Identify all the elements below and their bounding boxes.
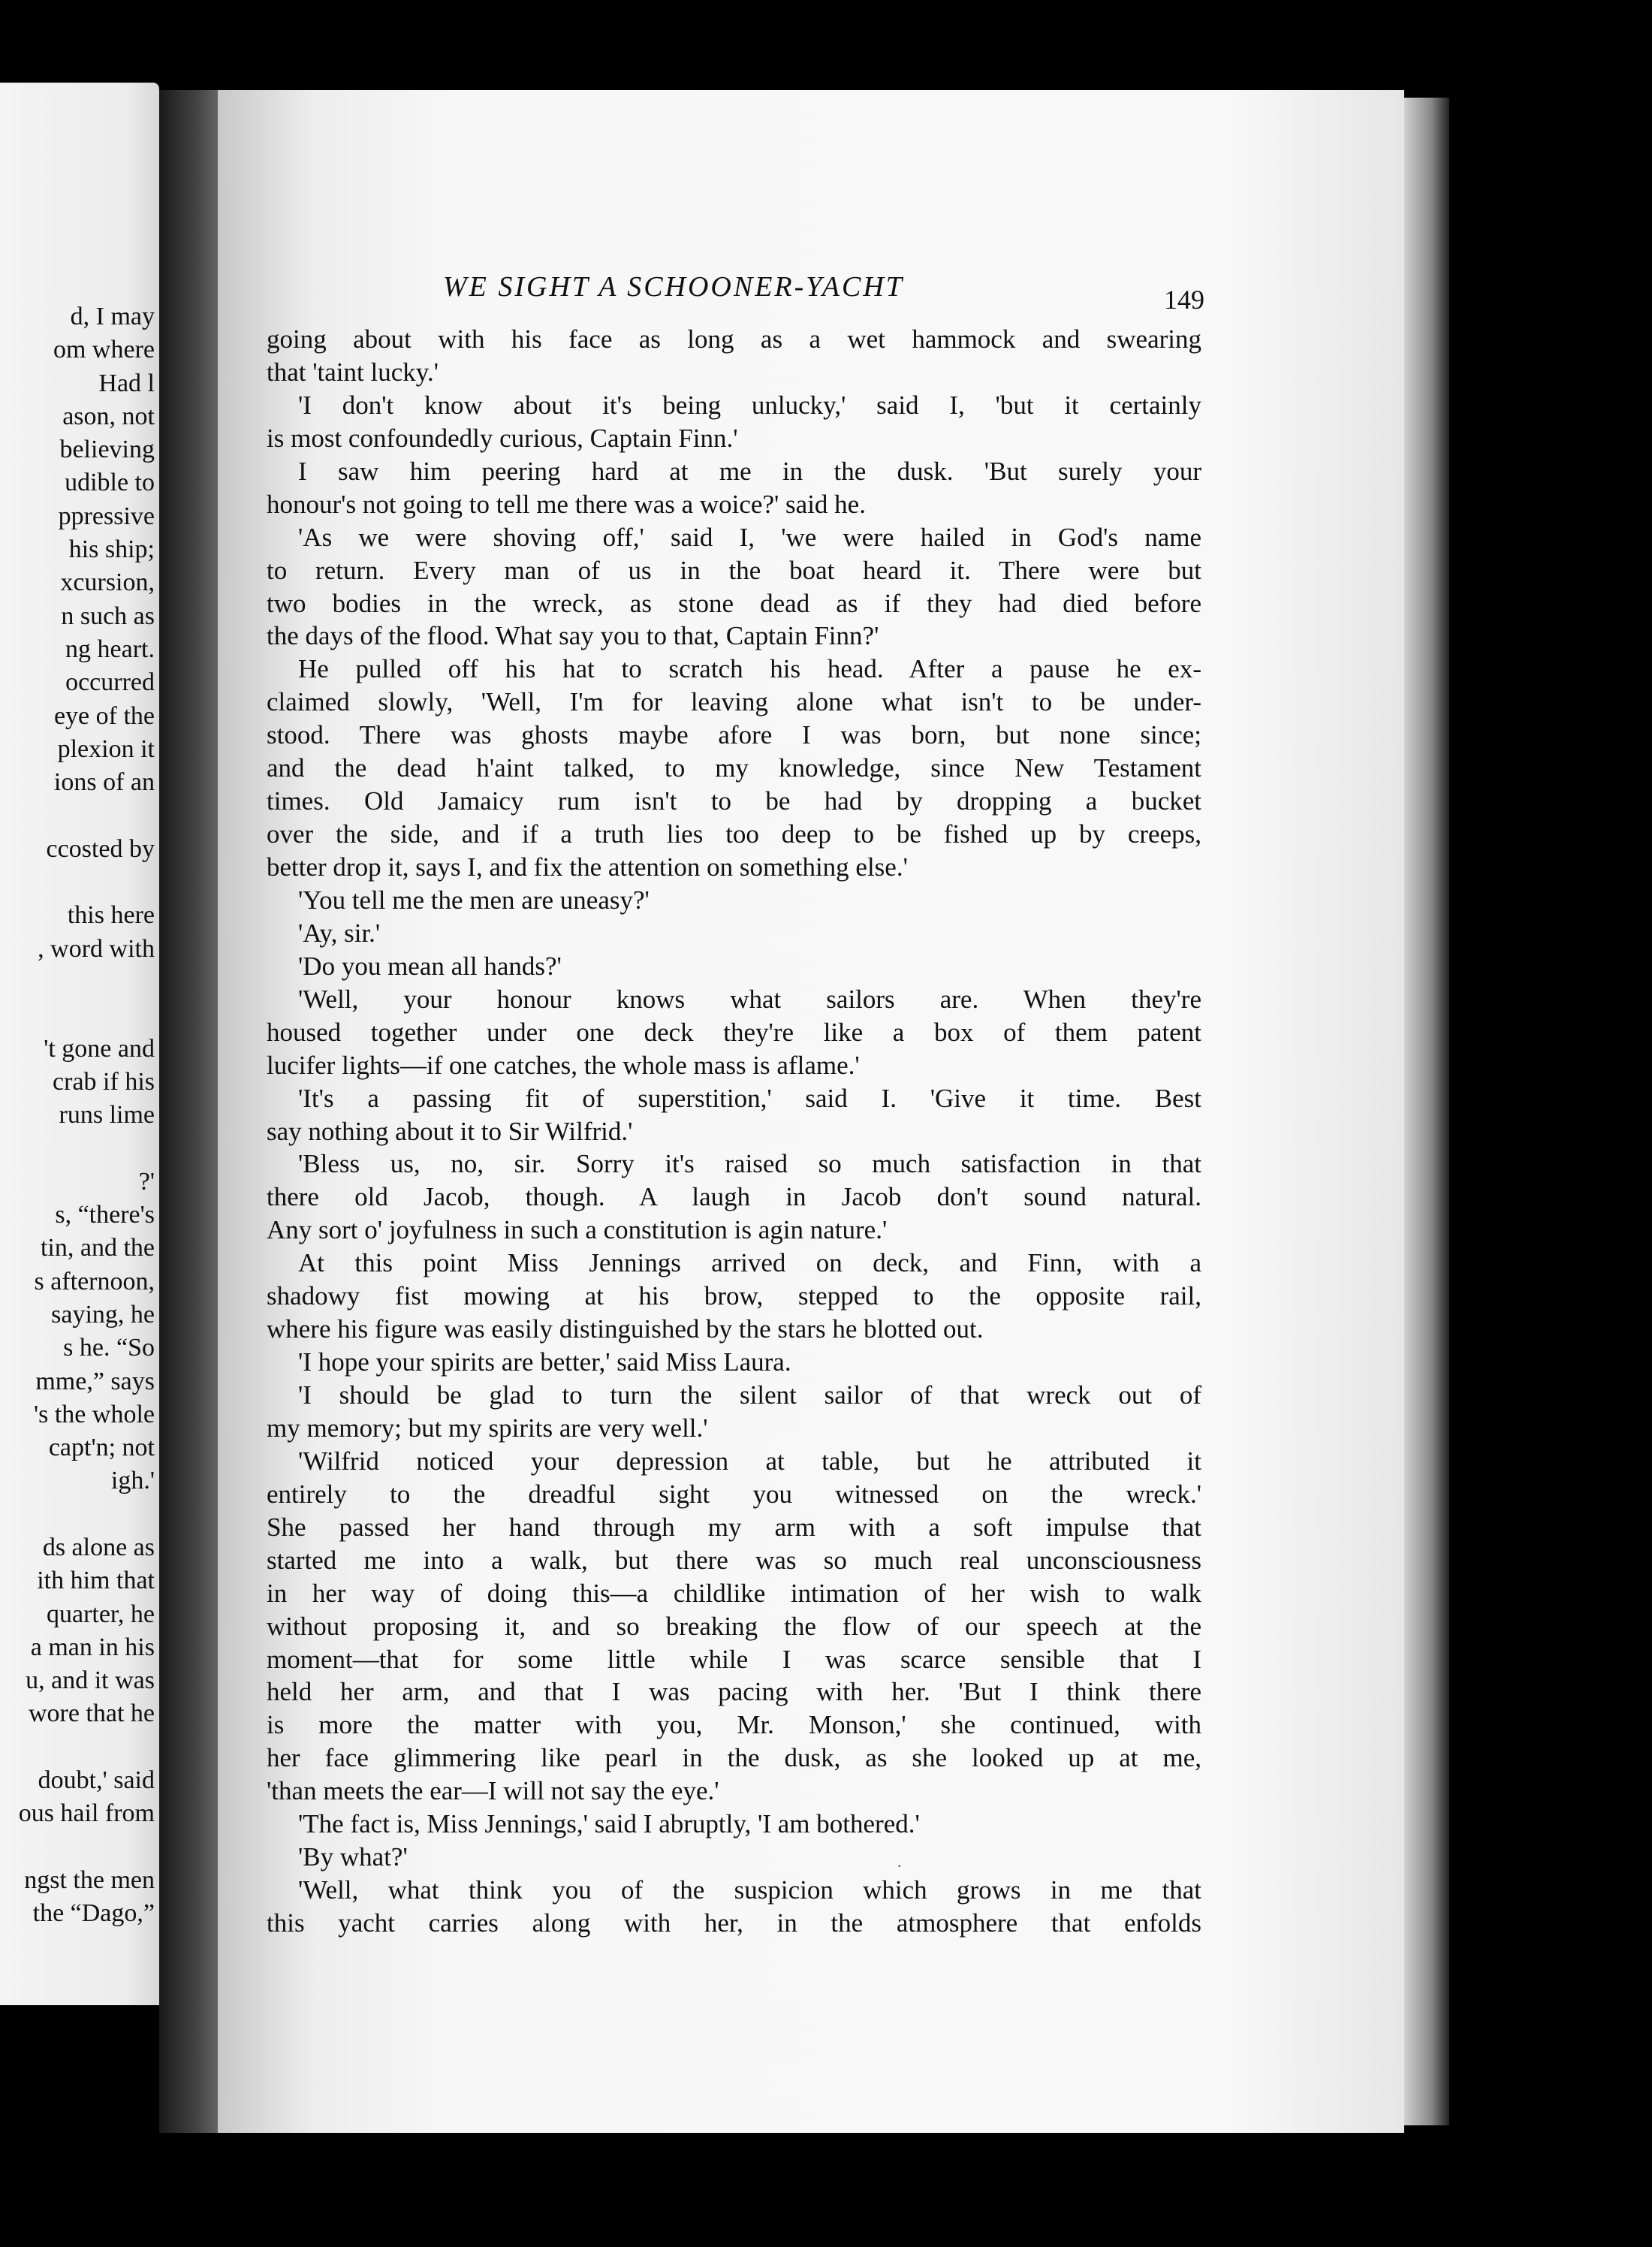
previous-page-line: ith him that: [37, 1567, 155, 1595]
text-line: say nothing about it to Sir Wilfrid.': [267, 1116, 633, 1146]
text-line: without proposing it, and so breaking the flow of our speech at the: [267, 1611, 1201, 1641]
text-line: 'Ay, sir.': [298, 918, 381, 948]
text-line: housed together under one deck they're like a box of them patent: [267, 1017, 1201, 1047]
text-line: her face glimmering like pearl in the dusk, as she looked up at me,: [267, 1743, 1201, 1773]
previous-page-line: mme,” says: [35, 1367, 155, 1395]
previous-page-line: plexion it: [57, 734, 155, 763]
text-line: there old Jacob, though. A laugh in Jacob don't sound natural.: [267, 1182, 1201, 1212]
previous-page-line: [19, 866, 155, 899]
body-text: [267, 323, 1201, 1940]
page-number: 149: [1164, 285, 1204, 315]
previous-page-line: wore that he: [28, 1700, 155, 1728]
text-line: shadowy fist mowing at his brow, stepped to the opposite rail,: [267, 1281, 1201, 1311]
text-line: this yacht carries along with her, in the atmosphere that enfolds: [267, 1908, 1201, 1938]
text-line: 'As we were shoving off,' said I, 'we were hailed in God's name: [298, 522, 1201, 552]
previous-page-line: believing: [59, 436, 155, 464]
text-line: Any sort o' joyfulness in such a constitution is agin nature.': [267, 1215, 888, 1245]
text-line: 'By what?': [298, 1842, 408, 1872]
previous-page-line: ?': [138, 1167, 155, 1196]
text-line: 'Well, what think you of the suspicion which grows in me that: [298, 1875, 1201, 1905]
previous-page-line: [19, 1831, 155, 1864]
text-line: is more the matter with you, Mr. Monson,' she continued, with: [267, 1710, 1201, 1740]
previous-page-line: saying, he: [51, 1300, 155, 1329]
previous-page-line: , word with: [38, 934, 155, 963]
previous-page-line: doubt,' said: [38, 1766, 155, 1795]
text-line: stood. There was ghosts maybe afore I was born, but none since;: [267, 720, 1201, 750]
running-head: WE SIGHT A SCHOONER-YACHT: [443, 271, 904, 303]
previous-page-line: 't gone and: [44, 1034, 155, 1063]
text-line: 'than meets the ear—I will not say the eye.': [267, 1776, 719, 1806]
previous-page-line: tin, and the: [40, 1234, 155, 1262]
previous-page-line: ds alone as: [42, 1533, 155, 1561]
previous-page-line: s afternoon,: [34, 1267, 155, 1295]
text-line: is most confoundedly curious, Captain Finn.': [267, 423, 738, 453]
text-line: to return. Every man of us in the boat heard it. There were but: [267, 555, 1201, 585]
previous-page-line: [19, 1731, 155, 1764]
previous-page-line: xcursion,: [60, 569, 155, 597]
text-line: I saw him peering hard at me in the dusk. 'But surely your: [298, 456, 1201, 486]
previous-page-line: 's the whole: [34, 1400, 155, 1428]
previous-page-line: s he. “So: [63, 1334, 155, 1362]
previous-page-line: d, I may: [70, 303, 155, 330]
previous-page-line: n such as: [61, 602, 155, 630]
text-line: 'I should be glad to turn the silent sailor of that wreck out of: [298, 1380, 1201, 1410]
stray-mark: .: [897, 1852, 902, 1871]
text-line: lucifer lights—if one catches, the whole mass is aflame.': [267, 1050, 860, 1080]
page-edge-shadow: [1404, 98, 1449, 2125]
text-line: times. Old Jamaicy rum isn't to be had by dropping a bucket: [267, 786, 1201, 816]
text-line: 'Well, your honour knows what sailors are. When they're: [298, 984, 1201, 1014]
previous-page-line: the “Dago,”: [32, 1899, 155, 1928]
text-line: started me into a walk, but there was so much real unconsciousness: [267, 1545, 1201, 1575]
text-line: held her arm, and that I was pacing with her. 'But I think there: [267, 1677, 1201, 1707]
text-line: claimed slowly, 'Well, I'm for leaving alone what isn't to be under-: [267, 687, 1201, 717]
text-line: 'I don't know about it's being unlucky,' said I, 'but it certainly: [298, 390, 1201, 420]
previous-page-line: [19, 799, 155, 832]
previous-page: [0, 83, 159, 2005]
text-line: 'Wilfrid noticed your depression at table, but he attributed it: [298, 1446, 1201, 1476]
text-line: 'Do you mean all hands?': [298, 951, 562, 981]
previous-page-line: [19, 1498, 155, 1531]
text-line: 'Bless us, no, sir. Sorry it's raised so much satisfaction in that: [298, 1149, 1201, 1179]
previous-page-line: [19, 1132, 155, 1165]
text-line: He pulled off his hat to scratch his head. After a pause he ex-: [298, 654, 1201, 684]
previous-page-line: ng heart.: [65, 635, 155, 663]
previous-page-line: om where: [53, 336, 155, 364]
text-line: my memory; but my spirits are very well.': [267, 1413, 708, 1443]
text-line: in her way of doing this—a childlike intimation of her wish to walk: [267, 1578, 1201, 1608]
text-line: and the dead h'aint talked, to my knowledge, since New Testament: [267, 753, 1201, 783]
text-line: entirely to the dreadful sight you witnessed on the wreck.': [267, 1479, 1201, 1509]
previous-page-line: crab if his: [53, 1067, 155, 1096]
text-line: At this point Miss Jennings arrived on deck, and Finn, with a: [298, 1248, 1201, 1278]
previous-page-line: his ship;: [68, 535, 155, 564]
previous-page-line: this here: [67, 901, 155, 930]
previous-page-line: eye of the: [53, 701, 155, 730]
text-line: 'I hope your spirits are better,' said Miss Laura.: [298, 1347, 791, 1377]
previous-page-line: ous hail from: [18, 1799, 155, 1828]
previous-page-line: runs lime: [59, 1101, 155, 1130]
text-line: where his figure was easily distinguished by the stars he blotted out.: [267, 1314, 984, 1344]
previous-page-line: occurred: [65, 668, 155, 697]
previous-page-line: ngst the men: [24, 1865, 155, 1894]
previous-page-line: igh.': [110, 1467, 155, 1495]
previous-page-line: u, and it was: [26, 1666, 155, 1695]
previous-page-line: s, “there's: [55, 1201, 155, 1229]
previous-page-line: ason, not: [62, 402, 155, 430]
previous-page-line: Had l: [98, 369, 155, 397]
previous-page-line: quarter, he: [46, 1600, 155, 1628]
text-line: She passed her hand through my arm with a soft impulse that: [267, 1512, 1201, 1542]
previous-page-line: [19, 999, 155, 1032]
previous-page-line: ions of an: [53, 768, 155, 797]
previous-page-line: [19, 966, 155, 999]
text-line: the days of the flood. What say you to that, Captain Finn?': [267, 621, 879, 651]
previous-page-line: a man in his: [30, 1633, 155, 1661]
text-line: honour's not going to tell me there was a woice?' said he.: [267, 489, 866, 519]
previous-page-line: capt'n; not: [48, 1434, 155, 1462]
text-line: better drop it, says I, and fix the attention on something else.': [267, 852, 908, 882]
text-line: that 'taint lucky.': [267, 357, 439, 387]
previous-page-line: ccosted by: [46, 834, 155, 863]
text-line: 'It's a passing fit of superstition,' said I. 'Give it time. Best: [298, 1083, 1201, 1113]
text-line: moment—that for some little while I was scarce sensible that I: [267, 1644, 1201, 1674]
text-line: over the side, and if a truth lies too deep to be fished up by creeps,: [267, 819, 1201, 849]
text-line: 'You tell me the men are uneasy?': [298, 885, 650, 915]
text-line: going about with his face as long as a wet hammock and swearing: [267, 324, 1201, 354]
text-line: 'The fact is, Miss Jennings,' said I abruptly, 'I am bothered.': [298, 1809, 920, 1839]
text-line: two bodies in the wreck, as stone dead as if they had died before: [267, 588, 1201, 618]
previous-page-line: ppressive: [58, 502, 155, 530]
previous-page-text: [19, 300, 155, 1931]
previous-page-line: udible to: [65, 469, 155, 497]
